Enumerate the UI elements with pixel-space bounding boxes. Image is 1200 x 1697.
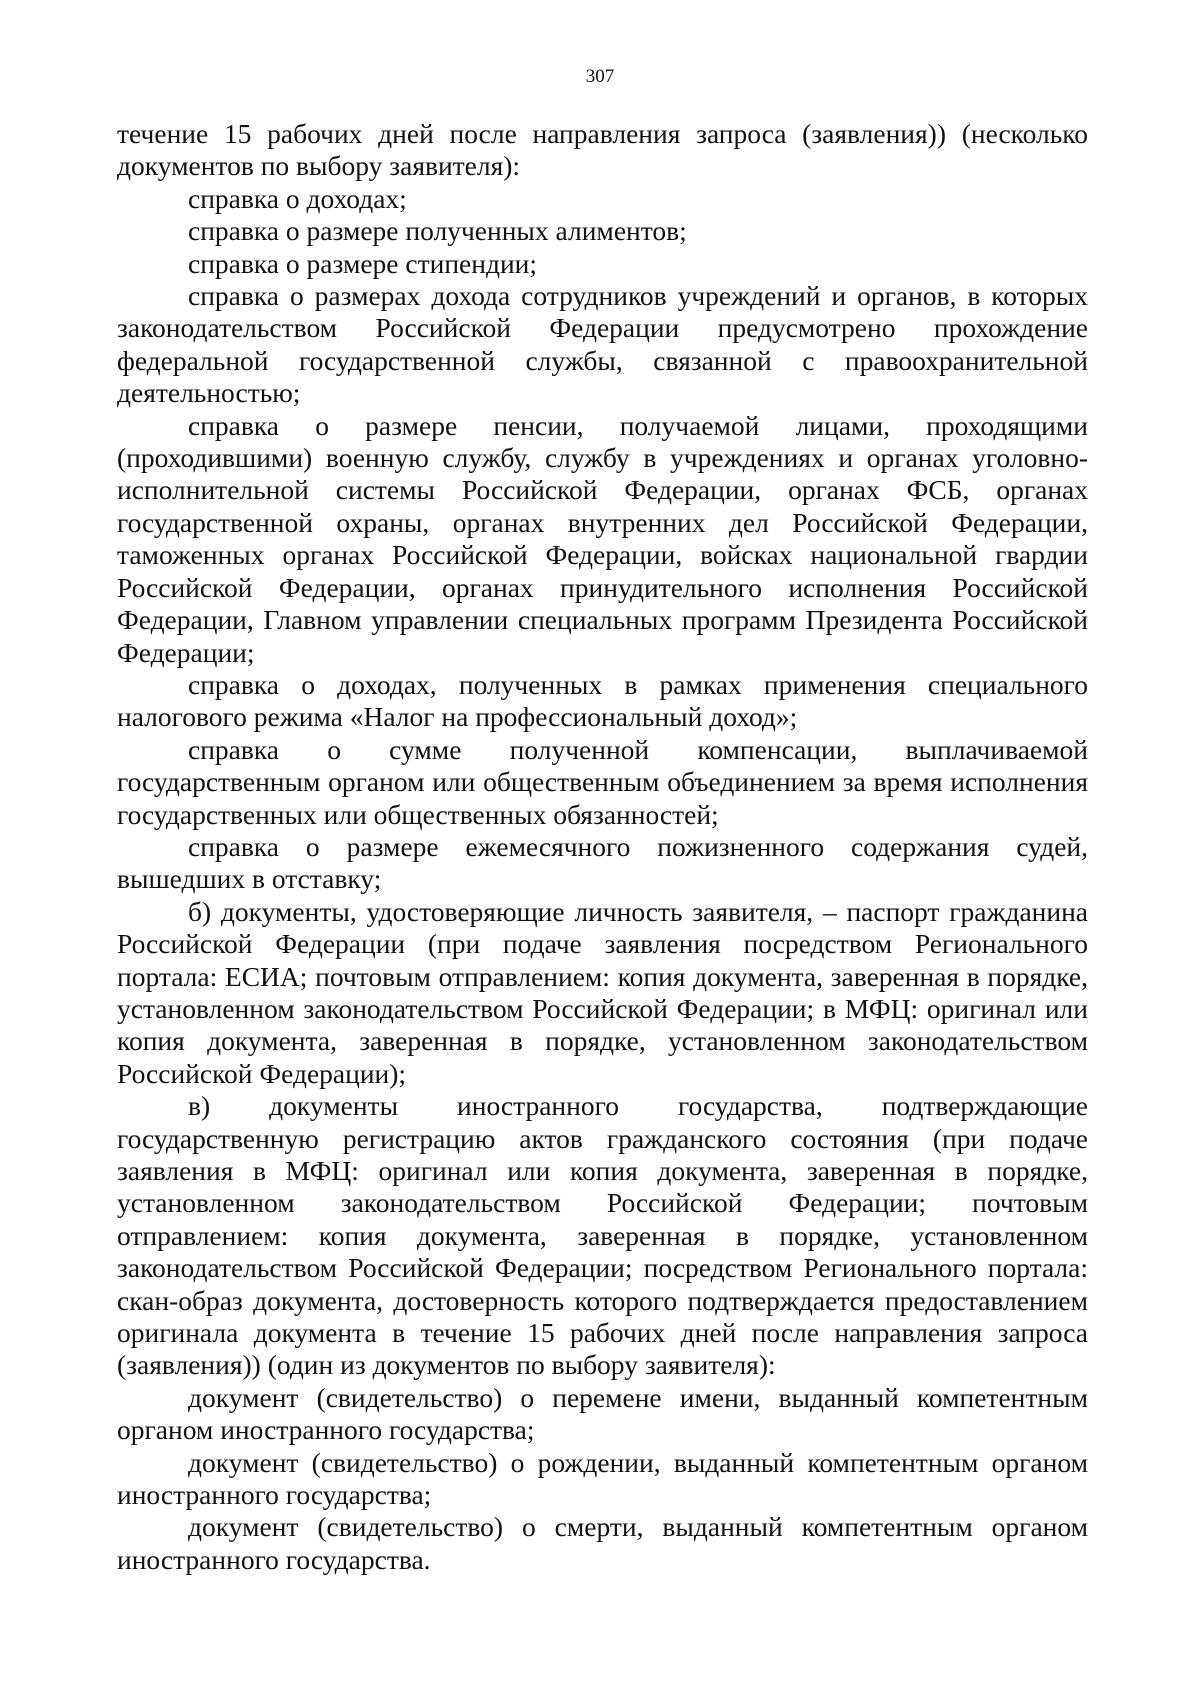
paragraph-compensation-certificate: справка о сумме полученной компенсации, выплачиваемой государственным органом или общественным объединением за время исполнения государственных или общественных обязанностей; [117, 733, 1088, 830]
paragraph-identity-documents: б) документы, удостоверяющие личность заявителя, – паспорт гражданина Российской Федерации (при подаче заявления посредством Регионального портала: ЕСИА; почтовым отправлением: копия документа, заверенная в порядке, установленном законодательством Российской Федерации; в МФЦ: оригинал или копия документа, заверенная в порядке, установленном законодательством Российской Федерации); [117, 895, 1088, 1089]
paragraph-alimony-certificate: справка о размере полученных алиментов; [188, 215, 687, 247]
page-number: 307 [585, 66, 615, 87]
paragraph-birth-certificate: документ (свидетельство) о рождении, выданный компетентным органом иностранного государства; [117, 1446, 1088, 1511]
paragraph-stipend-certificate: справка о размере стипендии; [188, 247, 538, 279]
paragraph-name-change: документ (свидетельство) о перемене имени, выданный компетентным органом иностранного государства; [117, 1381, 1088, 1446]
paragraph-law-enforcement-income: справка о размерах дохода сотрудников учреждений и органов, в которых законодательством Российской Федерации предусмотрено прохождение федеральной государственной службы, связанной с правоохранительной деятельностью; [117, 280, 1088, 409]
document-body [117, 118, 1088, 1576]
paragraph-pension-certificate: справка о размере пенсии, получаемой лицами, проходящими (проходившими) военную службу, службу в учреждениях и органах уголовно-исполнительной системы Российской Федерации, органах ФСБ, органах государственной охраны, органах внутренних дел Российской Федерации, таможенных органах Российской Федерации, войсках национальной гвардии Российской Федерации, органах принудительного исполнения Российской Федерации, Главном управлении специальных программ Президента Российской Федерации; [117, 409, 1088, 668]
paragraph-death-certificate: документ (свидетельство) о смерти, выданный компетентным органом иностранного государства. [117, 1511, 1088, 1575]
paragraph-self-employed-income: справка о доходах, полученных в рамках применения специального налогового режима «Налог на профессиональный доход»; [117, 668, 1088, 733]
paragraph-judge-allowance: справка о размере ежемесячного пожизненного содержания судей, вышедших в отставку; [117, 830, 1088, 895]
paragraph-foreign-documents: в) документы иностранного государства, подтверждающие государственную регистрацию актов гражданского состояния (при подаче заявления в МФЦ: оригинал или копия документа, заверенная в порядке, установленном законодательством Российской Федерации; почтовым отправлением: копия документа, заверенная в порядке, установленном законодательством Российской Федерации; посредством Регионального портала: скан-образ документа, достоверность которого подтверждается предоставлением оригинала документа в течение 15 рабочих дней после направления запроса (заявления)) (один из документов по выбору заявителя): [117, 1090, 1088, 1381]
paragraph-continued: течение 15 рабочих дней после направления запроса (заявления)) (несколько документов по выбору заявителя): [117, 118, 1088, 182]
paragraph-income-certificate: справка о доходах; [188, 182, 407, 214]
